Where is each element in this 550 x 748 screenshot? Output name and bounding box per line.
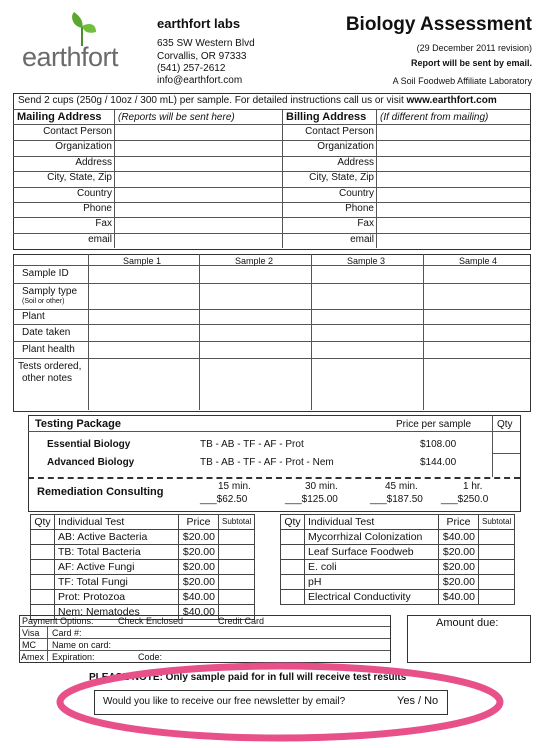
newsletter-question: Would you like to receive our free newsletter by email? — [103, 696, 346, 707]
plant-label: Plant — [22, 311, 45, 322]
address-field-input[interactable] — [377, 202, 529, 216]
table-row — [31, 530, 255, 545]
address-field-label: Address — [75, 156, 112, 168]
address-field-input[interactable] — [377, 156, 529, 170]
date-taken-label: Date taken — [22, 327, 71, 338]
address-field-label: Fax — [95, 218, 112, 230]
remediation-price[interactable]: ___$250.0 — [441, 494, 489, 505]
report-note: Report will be sent by email. — [410, 58, 532, 68]
billing-note: (If different from mailing) — [380, 112, 489, 123]
table-row — [31, 545, 255, 560]
sample-col-1: Sample 1 — [123, 256, 162, 266]
table-row — [281, 530, 515, 545]
company-phone: (541) 257-2612 — [157, 63, 226, 74]
logo — [22, 12, 132, 72]
address-field-label: City, State, Zip — [47, 172, 112, 184]
address-field-input[interactable] — [115, 233, 281, 247]
address-field-input[interactable] — [115, 202, 281, 216]
address-field-label: Country — [338, 187, 374, 199]
column-header-test: Individual Test — [55, 515, 179, 530]
test-name-cell: Electrical Conductivity — [305, 590, 439, 605]
address-field-label: City, State, Zip — [309, 172, 374, 184]
column-header-test: Individual Test — [305, 515, 439, 530]
mailing-note: (Reports will be sent here) — [118, 112, 235, 123]
table-row — [31, 590, 255, 605]
column-header-qty: Qty — [281, 515, 305, 530]
price-cell: $20.00 — [439, 560, 479, 575]
test-name-cell: AF: Active Fungi — [55, 560, 179, 575]
company-name: earthfort labs — [157, 16, 241, 31]
column-header-subtotal: Subtotal — [479, 515, 515, 530]
price-cell: $20.00 — [179, 530, 219, 545]
website-link[interactable]: www.earthfort.com — [406, 95, 497, 106]
samples-section — [13, 254, 531, 412]
test-name-cell: Mycorrhizal Colonization — [305, 530, 439, 545]
test-name-cell: TB: Total Bacteria — [55, 545, 179, 560]
other-notes-label: other notes — [22, 373, 73, 384]
qty-cell[interactable] — [31, 545, 55, 560]
address-field-input[interactable] — [115, 125, 281, 139]
check-enclosed-option[interactable]: Check Enclosed — [118, 616, 184, 626]
address-field-input[interactable] — [115, 140, 281, 154]
plant-health-label: Plant health — [22, 344, 75, 355]
remediation-price[interactable]: ___$187.50 — [370, 494, 423, 505]
address-field-input[interactable] — [115, 156, 281, 170]
table-row — [281, 560, 515, 575]
subtotal-cell[interactable] — [219, 545, 255, 560]
individual-test-table — [280, 514, 515, 605]
billing-title: Billing Address — [286, 111, 367, 123]
company-address2: Corvallis, OR 97333 — [157, 51, 247, 62]
price-cell: $20.00 — [179, 560, 219, 575]
tests-ordered-label: Tests ordered, — [18, 361, 82, 372]
sample-type-sublabel: (Soil or other) — [22, 298, 65, 305]
price-cell: $20.00 — [179, 545, 219, 560]
payment-options-label: Payment Options: — [22, 616, 94, 626]
qty-cell[interactable] — [281, 590, 305, 605]
price-cell: $40.00 — [179, 605, 219, 620]
address-field-label: Phone — [345, 203, 374, 214]
table-row — [31, 560, 255, 575]
subtotal-cell[interactable] — [479, 530, 515, 545]
remediation-time: 30 min. — [305, 481, 338, 492]
address-field-input[interactable] — [377, 171, 529, 185]
price-cell: $20.00 — [439, 545, 479, 560]
price-cell: $20.00 — [179, 575, 219, 590]
subtotal-cell[interactable] — [219, 560, 255, 575]
company-address1: 635 SW Western Blvd — [157, 38, 255, 49]
test-name-cell: TF: Total Fungi — [55, 575, 179, 590]
sample-id-label: Sample ID — [22, 268, 69, 279]
package-price: $144.00 — [420, 457, 457, 468]
subtotal-cell[interactable] — [479, 575, 515, 590]
subtotal-cell[interactable] — [479, 560, 515, 575]
page-title: Biology Assessment — [345, 14, 532, 35]
individual-test-table — [30, 514, 255, 620]
amex-option[interactable]: Amex — [21, 652, 45, 662]
package-price: $108.00 — [420, 439, 457, 450]
revision-note: (29 December 2011 revision) — [416, 43, 532, 53]
qty-cell[interactable] — [281, 530, 305, 545]
sample-col-2: Sample 2 — [235, 256, 274, 266]
affiliate-note: A Soil Foodweb Affiliate Laboratory — [392, 76, 532, 86]
company-email: info@earthfort.com — [157, 75, 243, 86]
address-field-label: Phone — [83, 203, 112, 214]
remediation-price[interactable]: ___$62.50 — [200, 494, 248, 505]
address-field-label: Fax — [357, 218, 374, 230]
address-field-label: Contact Person — [43, 126, 112, 137]
package-name: Advanced Biology — [47, 457, 135, 468]
address-field-label: Country — [76, 187, 112, 199]
sample-type-label: Samply type — [22, 286, 78, 297]
instructions: Send 2 cups (250g / 10oz / 300 mL) per sample. For detailed instructions call us or visit www.earthfort.com — [18, 95, 497, 106]
subtotal-cell[interactable] — [479, 545, 515, 560]
price-cell: $40.00 — [179, 590, 219, 605]
address-field-input[interactable] — [377, 187, 529, 201]
card-number-field[interactable]: Card #: — [52, 628, 82, 638]
test-name-cell: E. coli — [305, 560, 439, 575]
name-on-card-field[interactable]: Name on card: — [52, 640, 112, 650]
package-tests: TB - AB - TF - AF - Prot — [200, 439, 304, 450]
address-field-label: Organization — [317, 141, 374, 153]
column-header-price: Price — [179, 515, 219, 530]
qty-header: Qty — [497, 419, 513, 430]
table-row — [281, 545, 515, 560]
qty-cell[interactable] — [281, 575, 305, 590]
visa-option[interactable]: Visa — [22, 628, 40, 638]
code-field[interactable]: Code: — [138, 652, 163, 662]
package-name: Essential Biology — [47, 439, 131, 450]
address-field-label: Contact Person — [305, 126, 374, 137]
address-field-input[interactable] — [377, 140, 529, 154]
price-cell: $40.00 — [439, 530, 479, 545]
price-per-sample-header: Price per sample — [396, 419, 472, 430]
price-cell: $20.00 — [439, 575, 479, 590]
test-name-cell: AB: Active Bacteria — [55, 530, 179, 545]
amount-due-label: Amount due: — [436, 617, 499, 629]
newsletter-answer[interactable]: Yes / No — [397, 695, 439, 707]
address-field-label: email — [350, 233, 374, 245]
remediation-time: 1 hr. — [463, 481, 483, 492]
address-field-input[interactable] — [377, 125, 529, 139]
remediation-time: 15 min. — [218, 481, 251, 492]
column-header-subtotal: Subtotal — [219, 515, 255, 530]
table-row — [281, 575, 515, 590]
package-tests: TB - AB - TF - AF - Prot - Nem — [200, 457, 334, 468]
table-row — [281, 590, 515, 605]
address-field-input[interactable] — [377, 233, 529, 247]
qty-cell[interactable] — [31, 530, 55, 545]
test-name-cell: Leaf Surface Foodweb — [305, 545, 439, 560]
address-field-label: Organization — [55, 141, 112, 153]
qty-cell[interactable] — [31, 590, 55, 605]
mc-option[interactable]: MC — [22, 640, 36, 650]
subtotal-cell[interactable] — [479, 590, 515, 605]
sample-col-4: Sample 4 — [459, 256, 498, 266]
expiration-field[interactable]: Expiration: — [52, 652, 95, 662]
address-field-input[interactable] — [115, 217, 281, 231]
address-field-label: Address — [337, 156, 374, 168]
subtotal-cell[interactable] — [219, 575, 255, 590]
address-field-input[interactable] — [377, 217, 529, 231]
qty-cell[interactable] — [281, 545, 305, 560]
qty-cell[interactable] — [31, 560, 55, 575]
subtotal-cell[interactable] — [219, 590, 255, 605]
credit-card-option[interactable]: Credit Card — [218, 616, 265, 626]
price-cell: $40.00 — [439, 590, 479, 605]
table-row — [31, 575, 255, 590]
logo-text: earthfort — [22, 42, 119, 72]
test-name-cell: Prot: Protozoa — [55, 590, 179, 605]
address-field-label: email — [88, 233, 112, 245]
column-header-qty: Qty — [31, 515, 55, 530]
test-name-cell: Nem: Nematodes — [55, 605, 179, 620]
remediation-time: 45 min. — [385, 481, 418, 492]
qty-cell[interactable] — [281, 560, 305, 575]
remediation-price[interactable]: ___$125.00 — [285, 494, 338, 505]
please-note: PLEASE NOTE: Only sample paid for in full will receive test results — [89, 672, 407, 683]
column-header-price: Price — [439, 515, 479, 530]
remediation-title: Remediation Consulting — [37, 486, 164, 498]
sample-col-3: Sample 3 — [347, 256, 386, 266]
subtotal-cell[interactable] — [219, 530, 255, 545]
address-field-input[interactable] — [115, 171, 281, 185]
test-name-cell: pH — [305, 575, 439, 590]
testing-title: Testing Package — [35, 418, 121, 430]
qty-cell[interactable] — [31, 575, 55, 590]
mailing-title: Mailing Address — [17, 111, 102, 123]
address-field-input[interactable] — [115, 187, 281, 201]
